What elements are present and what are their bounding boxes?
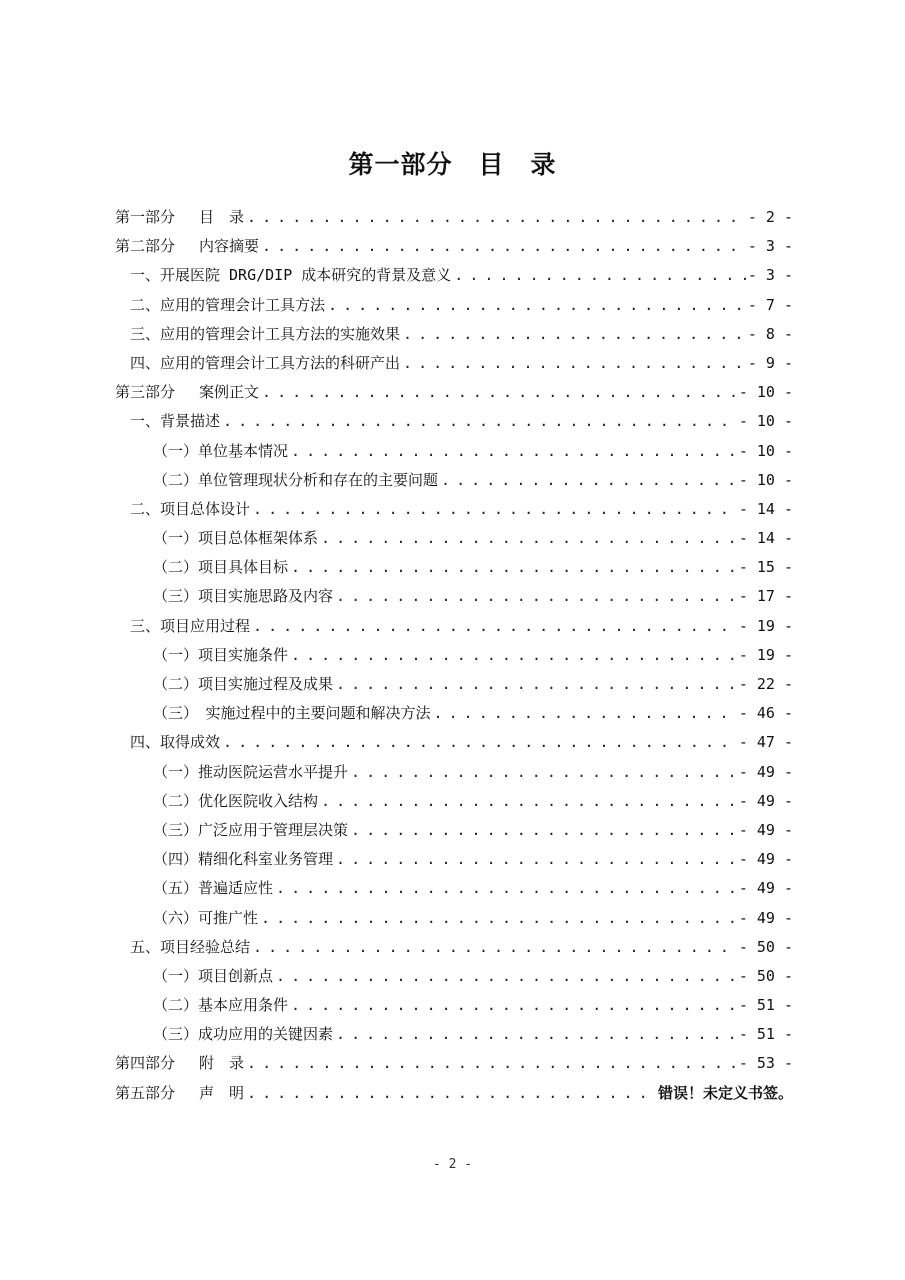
toc-entry[interactable] <box>115 1049 793 1078</box>
toc-entry[interactable] <box>115 816 793 845</box>
toc-leader-dots <box>291 991 737 1020</box>
toc-entry-page: - 7 - <box>747 295 793 314</box>
toc-entry[interactable] <box>115 466 793 495</box>
toc-entry-page: - 8 - <box>747 324 793 343</box>
toc-entry[interactable] <box>115 349 793 378</box>
toc-entry[interactable] <box>115 962 793 991</box>
toc-entry[interactable] <box>115 787 793 816</box>
toc-entry[interactable] <box>115 582 793 611</box>
toc-leader-dots <box>223 407 737 436</box>
toc-entry[interactable] <box>115 203 793 232</box>
toc-entry[interactable] <box>115 933 793 962</box>
toc-entry-label: （三）项目实施思路及内容 <box>153 587 334 606</box>
toc-entry-page: - 49 - <box>738 850 793 869</box>
toc-entry-page: - 22 - <box>738 675 793 693</box>
toc-entry-page: - 10 - <box>738 441 793 460</box>
toc-entry[interactable] <box>115 261 793 290</box>
toc-entry-label: （一）单位基本情况 <box>153 441 289 460</box>
toc-leader-dots <box>351 758 737 787</box>
toc-leader-dots <box>336 845 737 874</box>
toc-entry-page: - 3 - <box>747 266 793 285</box>
toc-entry-label: 第二部分 内容摘要 <box>115 237 260 256</box>
toc-entry-label: （六）可推广性 <box>153 908 259 927</box>
toc-leader-dots <box>253 612 737 641</box>
toc-entry-page: - 53 - <box>738 1054 793 1073</box>
toc-entry-page: - 2 - <box>747 208 793 226</box>
toc-leader-dots <box>262 378 737 407</box>
toc-entry-page: - 49 - <box>738 820 793 839</box>
toc-entry-label: （一）推动医院运营水平提升 <box>153 762 349 781</box>
toc-entry[interactable] <box>115 378 793 407</box>
toc-entry[interactable] <box>115 612 793 641</box>
toc-leader-dots <box>253 495 737 524</box>
toc-entry-page: - 19 - <box>738 645 793 664</box>
toc-entry-page: - 19 - <box>738 616 793 635</box>
toc-entry-label: 五、项目经验总结 <box>130 937 251 956</box>
toc-entry-label: （一）项目实施条件 <box>153 645 289 664</box>
toc-entry-label: （四）精细化科室业务管理 <box>153 850 334 869</box>
toc-leader-dots <box>262 232 746 261</box>
toc-entry-label: 第三部分 案例正文 <box>115 383 260 402</box>
toc-entry[interactable] <box>115 553 793 582</box>
page-number: - 2 - <box>432 1157 473 1172</box>
toc-entry-label: （二）基本应用条件 <box>153 996 289 1015</box>
toc-entry-page-error: 错误！未定义书签。 <box>657 1083 793 1102</box>
page-title: 第一部分 目 录 <box>348 150 557 179</box>
toc-entry-page: - 49 - <box>738 908 793 927</box>
toc-entry-label: 一、背景描述 <box>130 412 221 431</box>
toc-entry-label: 第一部分 目 录 <box>115 208 245 226</box>
table-of-contents <box>115 203 793 1108</box>
toc-leader-dots <box>291 553 737 582</box>
toc-leader-dots <box>403 349 746 378</box>
toc-entry[interactable] <box>115 232 793 261</box>
toc-entry-page: - 15 - <box>738 558 793 577</box>
toc-entry[interactable] <box>115 904 793 933</box>
toc-entry-label: 三、项目应用过程 <box>130 616 251 635</box>
toc-entry-label: （一）项目创新点 <box>153 966 274 985</box>
toc-entry[interactable] <box>115 320 793 349</box>
toc-entry-label: （三）成功应用的关键因素 <box>153 1025 334 1044</box>
toc-leader-dots <box>441 466 737 495</box>
toc-entry-label: （一）项目总体框架体系 <box>153 529 319 548</box>
toc-entry[interactable] <box>115 670 793 699</box>
toc-entry-page: - 49 - <box>738 879 793 898</box>
toc-entry-page: - 51 - <box>738 1025 793 1044</box>
toc-entry-page: - 14 - <box>738 529 793 548</box>
toc-leader-dots <box>223 728 737 757</box>
toc-leader-dots <box>291 641 737 670</box>
toc-entry-label: 四、取得成效 <box>130 733 221 752</box>
toc-entry[interactable] <box>115 495 793 524</box>
toc-leader-dots <box>434 699 737 728</box>
toc-entry-label: （五）普遍适应性 <box>153 879 274 898</box>
toc-entry[interactable] <box>115 1079 793 1108</box>
toc-entry[interactable] <box>115 991 793 1020</box>
toc-entry-page: - 51 - <box>738 996 793 1015</box>
toc-entry[interactable] <box>115 524 793 553</box>
toc-entry-page: - 46 - <box>738 704 793 723</box>
toc-entry[interactable] <box>115 758 793 787</box>
toc-entry-label: （三） 实施过程中的主要问题和解决方法 <box>153 704 431 723</box>
toc-leader-dots <box>328 291 746 320</box>
toc-leader-dots <box>247 203 746 232</box>
toc-entry[interactable] <box>115 291 793 320</box>
toc-entry-page: - 49 - <box>738 791 793 810</box>
toc-leader-dots <box>276 962 737 991</box>
toc-entry-label: （三）广泛应用于管理层决策 <box>153 820 349 839</box>
toc-entry-label: 二、项目总体设计 <box>130 499 251 518</box>
toc-entry-page: - 3 - <box>747 237 793 256</box>
toc-leader-dots <box>351 816 737 845</box>
toc-leader-dots <box>276 874 737 903</box>
toc-entry-page: - 47 - <box>738 733 793 752</box>
toc-entry-page: - 10 - <box>738 412 793 431</box>
toc-entry[interactable] <box>115 728 793 757</box>
toc-entry-label: （二）优化医院收入结构 <box>153 791 319 810</box>
toc-entry-page: - 10 - <box>738 470 793 489</box>
toc-leader-dots <box>454 261 746 290</box>
toc-leader-dots <box>261 904 737 933</box>
toc-entry-page: - 9 - <box>747 353 793 372</box>
toc-entry-page: - 17 - <box>738 587 793 606</box>
toc-leader-dots <box>253 933 737 962</box>
toc-entry-page: - 50 - <box>738 937 793 956</box>
toc-entry-page: - 10 - <box>738 383 793 402</box>
toc-leader-dots <box>247 1079 656 1108</box>
toc-entry[interactable] <box>115 407 793 436</box>
toc-entry-label: 四、应用的管理会计工具方法的科研产出 <box>130 353 401 372</box>
toc-leader-dots <box>336 1020 737 1049</box>
toc-entry-page: - 14 - <box>738 499 793 518</box>
toc-entry-page: - 50 - <box>738 966 793 985</box>
toc-entry-label: 第四部分 附 录 <box>115 1054 245 1073</box>
toc-entry-label: 三、应用的管理会计工具方法的实施效果 <box>130 324 401 343</box>
toc-leader-dots <box>321 524 737 553</box>
toc-leader-dots <box>321 787 737 816</box>
toc-entry[interactable] <box>115 699 793 728</box>
toc-entry-page: - 49 - <box>738 762 793 781</box>
toc-entry[interactable] <box>115 874 793 903</box>
toc-entry[interactable] <box>115 1020 793 1049</box>
toc-entry-label: 一、开展医院 DRG/DIP 成本研究的背景及意义 <box>130 266 452 285</box>
toc-entry-label: （二）项目实施过程及成果 <box>153 675 334 693</box>
toc-entry[interactable] <box>115 641 793 670</box>
toc-leader-dots <box>336 670 737 699</box>
toc-entry-label: 二、应用的管理会计工具方法 <box>130 295 326 314</box>
toc-entry-label: （二）项目具体目标 <box>153 558 289 577</box>
toc-entry-label: 第五部分 声 明 <box>115 1083 245 1102</box>
toc-leader-dots <box>247 1049 737 1078</box>
toc-entry-label: （二）单位管理现状分析和存在的主要问题 <box>153 470 439 489</box>
toc-leader-dots <box>291 437 737 466</box>
toc-entry[interactable] <box>115 845 793 874</box>
toc-leader-dots <box>336 582 737 611</box>
toc-leader-dots <box>403 320 746 349</box>
toc-entry[interactable] <box>115 437 793 466</box>
